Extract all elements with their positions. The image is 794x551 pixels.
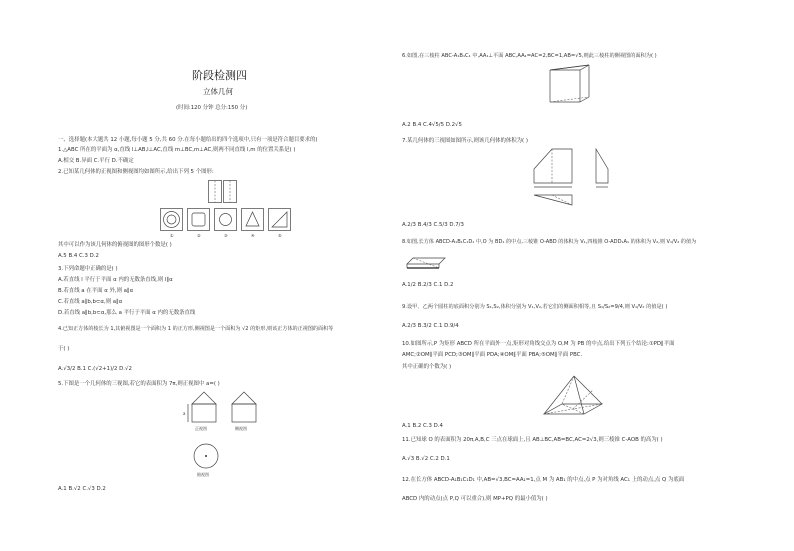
section-heading: 一、选择题(本大题共 12 小题,每小题 5 分,共 60 分.在每小题给出的四个选项中,只有一项是符合题目要求的) [58, 137, 318, 143]
q2-question: 其中可以作为该几何体的俯视图的图形个数是( ) [58, 242, 172, 248]
q2-options: A.5 B.4 C.3 D.2 [58, 253, 99, 259]
q10-pyramid-figure [540, 374, 610, 420]
q3-option-a: A.若直线 l 平行于平面 α 内的无数条直线,则 l∥α [58, 277, 173, 283]
q5-options: A.1 B.√2 C.√3 D.2 [58, 486, 106, 492]
q5-view-label: 侧视图 [235, 426, 247, 431]
q2-shapes-figure [160, 208, 290, 238]
q7-three-views-figure [530, 143, 620, 205]
q7-options: A.2/3 B.4/3 C.5/3 D.7/3 [402, 222, 464, 228]
q8-stem: 8.如图,长方体 ABCD-A₁B₁C₁D₁ 中,O 为 BD₁ 的中点,三棱锥 O-ABD 的体积为 V₁,四棱锥 O-ADD₁A₁ 的体积为 V₂,则 V₁/V₂ 的值为 [402, 239, 697, 245]
page-title: 阶段检测四 [192, 69, 247, 82]
q10-options: A.1 B.2 C.3 D.4 [402, 423, 443, 429]
q11-stem: 11.已知球 O 的表面积为 20π,A,B,C 三点在球面上,且 AB⊥BC,AB=BC,AC=2√3,则三棱锥 C-AOB 的高为( ) [402, 437, 663, 443]
q8-box-figure [405, 254, 450, 274]
q2-shape-label: ① [170, 233, 174, 238]
q4-options: A.√3/2 B.1 C.(√2+1)/2 D.√2 [58, 366, 132, 372]
q3-option-b: B.若直线 a 在平面 α 外,则 a∥α [58, 288, 134, 294]
q3-option-d: D.若直线 a∥b,b⊂α,那么 a 平行于平面 α 内的无数条直线 [58, 310, 196, 316]
q2-stem: 2.已知某几何体的正视图和侧视图均如图所示,给出下列 5 个图形: [58, 169, 214, 175]
q12-stem: 12.在长方体 ABCD-A₁B₁C₁D₁ 中,AB=√3,BC=AA₁=1,点 M 为 AB₁ 的中点,点 P 为对角线 AC₁ 上的动点,点 Q 为底面 [402, 477, 685, 483]
q9-stem: 9.设甲、乙两个圆柱的底面积分别为 S₁,S₂,体积分别为 V₁,V₂,若它们的侧面积相等,且 S₁/S₂=9/4,则 V₁/V₂ 的值是( ) [402, 304, 668, 310]
q10-stem: 10.如图所示,P 为矩形 ABCD 所在平面外一点,矩形对角线交点为 O,M 为 PB 的中点,给出下列五个结论:①PD∥平面 [402, 341, 675, 347]
q5-three-views-figure [183, 390, 268, 482]
q6-stem: 6.如图,在三棱柱 ABC-A₁B₁C₁ 中,AA₁⊥平面 ABC,AA₁=AC=2,BC=1,AB=√5,则此三棱柱的侧视图的面积为( ) [402, 53, 657, 59]
q2-shape-label: ④ [251, 233, 255, 238]
q10-stem-b: AMC;②OM∥平面 PCD;③OM∥平面 PDA;④OM∥平面 PBA;⑤OM∥平面 PBC. [402, 352, 583, 358]
q3-option-c: C.若直线 a∥b,b⊂α,则 a∥α [58, 299, 123, 305]
q7-stem: 7.某几何体的三视图如图所示,则该几何体的体积为( ) [402, 138, 528, 144]
q12-stem-b: ABCD 内的动点(点 P,Q 可以重合),则 MP+PQ 的最小值为( ) [402, 496, 548, 502]
q5-view-label: 正视图 [195, 426, 207, 431]
q2-shape-label: ⑤ [278, 233, 282, 238]
q5-stem: 5.下图是一个几何体的三视图,若它的表面积为 7π,则正视图中 a=( ) [58, 381, 220, 387]
time-info: (时间:120 分钟 总分:150 分) [176, 105, 248, 111]
q8-options: A.1/2 B.2/3 C.1 D.2 [402, 282, 454, 288]
q3-stem: 3.下列命题中正确的是( ) [58, 266, 118, 272]
q6-options: A.2 B.4 C.4√5/5 D.2√5 [402, 122, 462, 128]
q9-options: A.2/3 B.3/2 C.1 D.9/4 [402, 323, 459, 329]
q4-stem: 4.已知正方体的棱长为 1,其俯视图是一个面积为 1 的正方形,侧视图是一个面积为 √2 的矩形,则该正方体的正视图的面积等 [58, 326, 334, 332]
q2-shape-label: ③ [224, 233, 228, 238]
q10-stem-c: 其中正确的个数为( ) [402, 364, 452, 370]
q11-options: A.√3 B.√2 C.2 D.1 [402, 456, 450, 462]
q5-dimension-label: a [183, 411, 186, 416]
q2-shape-label: ② [197, 233, 201, 238]
q1-options: A.相交 B.异面 C.平行 D.不确定 [58, 158, 134, 164]
q2-views-figure [208, 180, 238, 205]
q4-stem-tail: 于( ) [58, 346, 70, 352]
page-subtitle: 立体几何 [203, 87, 233, 96]
q1-stem: 1.△ABC 所在的平面为 α,直线 l⊥AB,l⊥AC,直线 m⊥BC,m⊥AC,则两不同直线 l,m 的位置关系是( ) [58, 147, 296, 153]
q6-prism-figure [545, 64, 610, 109]
q5-view-label: 俯视图 [197, 472, 209, 477]
